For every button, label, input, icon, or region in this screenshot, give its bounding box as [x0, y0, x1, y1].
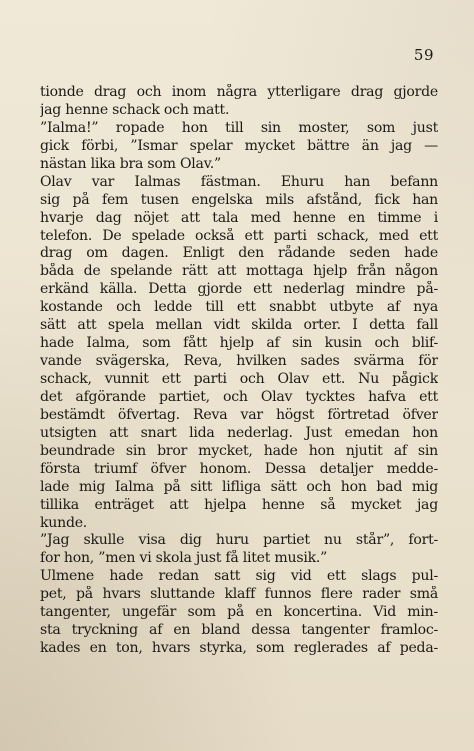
text-line: kades en ton, hvars styrka, som reglerades af peda-: [40, 640, 438, 657]
text-line: tillika enträget att hjelpa henne så mycket jag: [40, 496, 438, 513]
text-line: utsigten att snart lida nederlag. Just emedan hon: [40, 424, 438, 441]
text-line: sta tryckning af en bland dessa tangenter framloc-: [40, 622, 438, 639]
text-line: hade Ialma, som fått hjelp af sin kusin och blif-: [40, 335, 438, 352]
text-line: for hon, ”men vi skola just få litet musik.”: [40, 550, 328, 567]
page-number: 59: [413, 46, 434, 64]
text-line: första triumf öfver honom. Dessa detaljer medde-: [40, 460, 438, 477]
text-line: ”Ialma!” ropade hon till sin moster, som just: [40, 119, 438, 136]
text-line: beundrade sin bror mycket, hade hon njutit af sin: [40, 442, 438, 459]
text-line: båda de spelande rätt att mottaga hjelp från någon: [40, 263, 438, 280]
text-line: kostande och ledde till ett snabbt utbyte af nya: [40, 299, 438, 316]
text-line: tionde drag och inom några ytterligare drag gjorde: [40, 84, 438, 100]
text-line: Olav var Ialmas fästman. Ehuru han befann: [40, 173, 438, 190]
text-line: sig på fem tusen engelska mils afstånd, fick han: [40, 191, 438, 208]
text-line: det afgörande partiet, och Olav tycktes hafva ett: [40, 388, 438, 405]
text-line: tangenter, ungefär som på en koncertina. Vid min-: [40, 604, 438, 621]
text-line: pet, på hvars sluttande klaff funnos flere rader små: [40, 586, 438, 603]
text-line: gick förbi, ”Ismar spelar mycket bättre än jag —: [40, 137, 438, 154]
text-line: ”Jag skulle visa dig huru partiet nu står”, fort-: [40, 532, 438, 549]
text-line: erkänd källa. Detta gjorde ett nederlag mindre på-: [40, 281, 438, 298]
text-line: lade mig Ialma på sitt lifliga sätt och hon bad mig: [40, 478, 438, 495]
text-line: Ulmene hade redan satt sig vid ett slags pul-: [40, 568, 438, 585]
text-line: vande svägerska, Reva, hvilken sades svärma för: [40, 353, 438, 370]
text-line: schack, vunnit ett parti och Olav ett. Nu pågick: [40, 371, 438, 387]
text-line: kunde.: [40, 514, 88, 531]
text-line: sätt att spela mellan vidt skilda orter. I detta fall: [40, 317, 438, 334]
body-text: [40, 84, 438, 658]
text-line: telefon. De spelade också ett parti schack, med ett: [40, 227, 438, 244]
text-line: jag henne schack och matt.: [40, 101, 230, 118]
text-line: nästan lika bra som Olav.”: [40, 155, 221, 172]
text-line: hvarje dag nöjet att tala med henne en timme i: [40, 209, 438, 226]
text-line: drag om dagen. Enligt den rådande seden hade: [40, 245, 438, 262]
text-line: bestämdt öfvertag. Reva var högst förtretad öfver: [40, 406, 438, 423]
